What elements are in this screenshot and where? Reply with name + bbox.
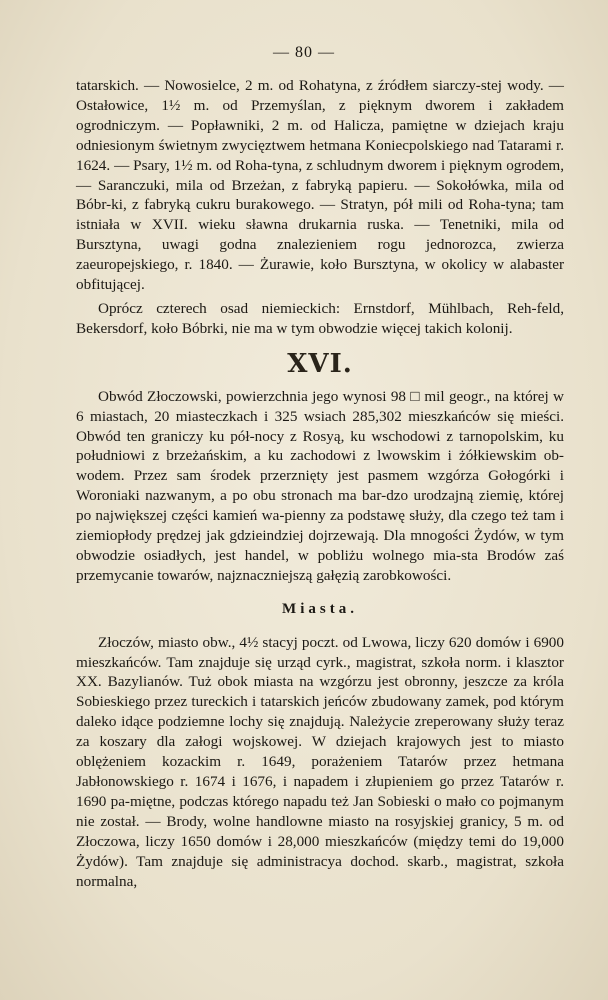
body-text (76, 76, 564, 891)
paragraph-places: tatarskich. — Nowosielce, 2 m. od Rohatyna, z źródłem siarczy-stej wody. — Ostałowice, 1½ m. od Przemyślan, z pięknym dworem i zakładem ogrodniczym. — Popławniki, 2 m. od Halicza, pamiętne w dziejach kraju odniesionym świetnym zwycięztwem hetmana Koniecpolskiego nad Tatarami r. 1624. — Psary, 1½ m. od Roha-tyna, z schludnym dworem i pięknym ogrodem, — Saranczuki, mila od Brzeżan, z fabryką papieru. — Sokołówka, mila od Bóbr-ki, z fabryką cukru burakowego. — Stratyn, pół mili od Roha-tyna; tam istniała w XVII. wieku sławna drukarnia ruska. — Tenetniki, mila od Bursztyna, uwagi godna znalezieniem rogu jednorozca, zwierza zaeuropejskiego, r. 1840. — Żurawie, koło Bursztyna, w okolicy w alabaster obfitującej. (76, 77, 564, 294)
page-number: — 80 — (273, 44, 335, 61)
paragraph-german-colonies: Oprócz czterech osad niemieckich: Ernstdorf, Mühlbach, Reh-feld, Bekersdorf, koło Bóbrki, nie ma w tym obwodzie więcej takich kolonij. (76, 299, 564, 337)
subsection-heading-towns: Miasta. (282, 600, 358, 617)
paragraph-towns: Złoczów, miasto obw., 4½ stacyj poczt. od Lwowa, liczy 620 domów i 6900 mieszkańców. Tam znajduje się urząd cyrk., magistrat, szkoła norm. i klasztor XX. Bazylianów. Tuż obok miasta na wzgórzu jest obronny, jeszcze za króla Sobieskiego przez tureckich i tatarskich jeńców zbudowany zamek, pod którym daleko idące podziemne lochy się znajdują. Należycie zreperowany służy teraz za koszary dla załogi wojskowej. W dziejach krajowych jest to miasto oblężeniem kozackim r. 1649, porażeniem Tatarów przez hetmana Jabłonowskiego r. 1674 i 1676, i napadem i złupieniem go przez Tatarów r. 1690 pa-miętne, podczas którego napadu też Jan Sobieski o mało co pojmanym nie został. — Brody, wolne handlowne miasto na rosyjskiej granicy, 5 m. od Złoczowa, liczy 1650 domów i 28,000 mieszkańców (między temi do 19,000 Żydów). Tam znajduje się administracya dochod. skarb., magistrat, szkoła normalna, (76, 633, 564, 890)
section-heading: XVI. (287, 348, 353, 379)
paragraph-district-description: Obwód Złoczowski, powierzchnia jego wynosi 98 □ mil geogr., na której w 6 miastach, 20 miasteczkach i 325 wsiach 285,302 mieszkańców się mieści. Obwód ten graniczy ku pół-nocy z Rosyą, ku wschodowi z tarnopolskim, ku południowi z brzeżańskim, a ku zachodowi z lwowskim i żółkiewskim ob-wodem. Przez sam środek przerznięty jest pasmem wzgórza Gołogórki i Woroniaki nazwanym, a po obu stronach ma bar-dzo urodzajną ziemię, której po największej części kamień wa-pienny za podstawę służy, dla czego też tam i ziemiopłody prędzej jak gdzieindziej dojrzewają. Dla mnogości Żydów, w tym obwodzie osiadłych, jest handel, w pobliżu wolnego mia-sta Brodów zaś przemycanie towarów, najznaczniejszą gałęzią zarobkowości. (76, 387, 564, 584)
